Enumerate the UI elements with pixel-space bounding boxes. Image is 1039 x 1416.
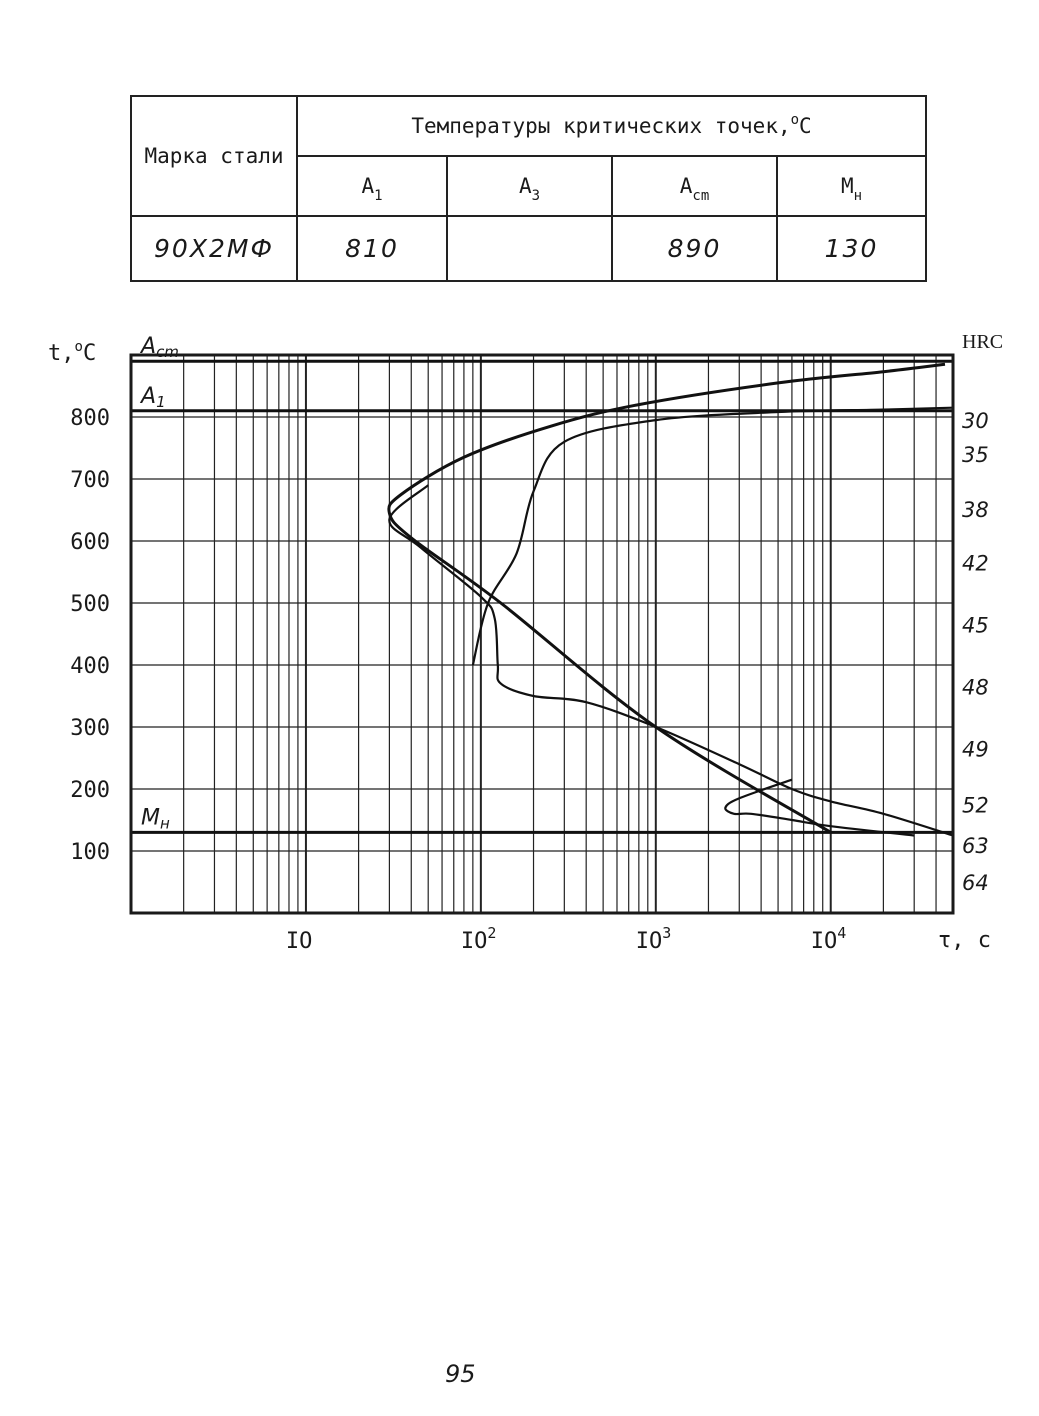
critical-points-header — [297, 96, 926, 156]
col-a3-sub: 3 — [531, 188, 541, 204]
celsius-unit: C — [799, 114, 812, 138]
col-acm-base: A — [679, 174, 693, 198]
hrc-label-35: 35 — [962, 443, 989, 468]
y-tick-label: 100 — [70, 840, 110, 865]
ttt-diagram — [0, 320, 1039, 960]
steel-grade-value: 90Х2МФ — [131, 216, 297, 281]
x-tick-label: $IO^4$ — [810, 924, 847, 954]
hrc-label-64: 64 — [962, 871, 989, 895]
hrc-label-45: 45 — [962, 613, 989, 638]
x-tick-label: $IO^2$ — [460, 924, 497, 954]
y-axis-label-unit: C — [82, 341, 97, 366]
col-header-a3 — [447, 156, 612, 216]
right-axis-label: HRC — [962, 331, 1004, 353]
hrc-label-63: 63 — [962, 833, 989, 858]
ref-label-m: Mн — [141, 805, 170, 833]
col-acm-sub: cm — [692, 188, 710, 204]
a3-value — [447, 216, 612, 281]
col-mn-base: M — [840, 174, 854, 198]
page-number: 95 — [445, 1360, 476, 1388]
y-axis-label-base: t, — [48, 341, 75, 366]
x-tick-labels — [286, 924, 846, 954]
y-tick-label: 300 — [70, 716, 110, 741]
critical-points-header-text: Температуры критических точек, — [411, 114, 791, 138]
steel-grade-header: Марка стали — [131, 96, 297, 216]
col-mn-sub: н — [853, 188, 863, 204]
col-header-a1 — [297, 156, 447, 216]
x-axis-label: τ, c — [938, 928, 991, 953]
curve-3 — [473, 408, 953, 665]
ref-label-acm: Acm — [141, 334, 179, 362]
y-tick-labels — [70, 406, 110, 865]
hrc-label-30: 30 — [962, 409, 989, 434]
curve-1 — [389, 364, 945, 832]
col-header-mn — [777, 156, 926, 216]
ref-label-a1: A1 — [141, 383, 166, 411]
degree-sup: o — [790, 112, 800, 128]
y-tick-label: 800 — [70, 406, 110, 431]
plot-frame — [131, 355, 953, 913]
y-axis-label — [48, 339, 96, 366]
col-a3-base: A — [518, 174, 532, 198]
hrc-label-38: 38 — [962, 497, 989, 522]
hardness-labels — [962, 409, 989, 895]
y-tick-label: 500 — [70, 592, 110, 617]
col-a1-base: A — [361, 174, 375, 198]
y-tick-label: 700 — [70, 468, 110, 493]
col-header-acm — [612, 156, 777, 216]
y-axis-label-sup: o — [74, 339, 83, 355]
x-tick-label: IO — [285, 929, 313, 954]
hrc-label-52: 52 — [962, 793, 989, 818]
hrc-label-48: 48 — [962, 675, 989, 700]
reference-lines — [131, 334, 953, 832]
col-a1-sub: 1 — [374, 188, 383, 204]
acm-value: 890 — [612, 216, 777, 281]
y-tick-label: 400 — [70, 654, 110, 679]
grid — [131, 355, 953, 913]
hrc-label-49: 49 — [962, 737, 989, 762]
mn-value: 130 — [777, 216, 926, 281]
a1-value: 810 — [297, 216, 447, 281]
critical-points-table — [130, 95, 927, 282]
y-tick-label: 600 — [70, 530, 110, 555]
y-tick-label: 200 — [70, 778, 110, 803]
x-tick-label: $IO^3$ — [635, 924, 672, 954]
hrc-label-42: 42 — [962, 551, 989, 576]
